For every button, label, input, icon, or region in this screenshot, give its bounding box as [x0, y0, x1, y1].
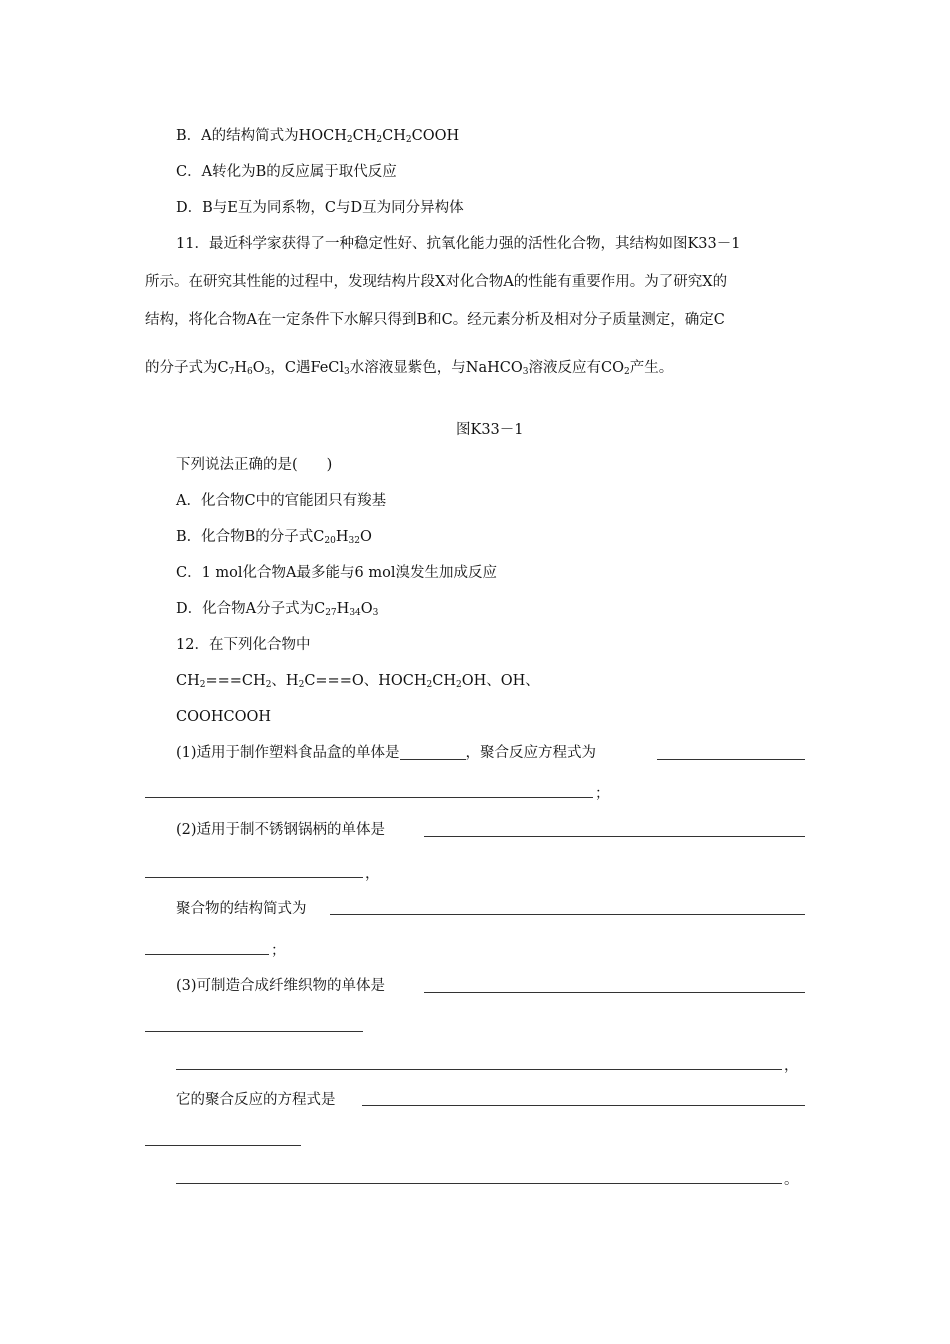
part-3-equation-end: 。 — [784, 1172, 799, 1188]
answer-line[interactable] — [362, 1105, 805, 1106]
answer-line[interactable] — [330, 914, 805, 915]
q11-option-b: B．化合物B的分子式$C_{20}H_{32}O$ — [176, 529, 372, 546]
q12-part-1: (1)适用于制作塑料食品盒的单体是 ，聚合反应方程式为 — [176, 745, 597, 761]
q11-stem: 下列说法正确的是( ) — [176, 457, 333, 473]
answer-line[interactable] — [145, 954, 269, 955]
answer-line[interactable] — [145, 797, 593, 798]
q10-option-d: D．B与E互为同系物，C与D互为同分异构体 — [176, 200, 464, 216]
answer-line[interactable] — [657, 759, 805, 760]
part-2-polymer-end: ； — [271, 943, 286, 959]
part-3-end: ， — [784, 1058, 799, 1074]
q11-line-1: 11．最近科学家获得了一种稳定性好、抗氧化能力强的活性化合物，其结构如图K33－1 — [176, 236, 741, 252]
q11-option-c: C．1 mol化合物A最多能与6 mol溴发生加成反应 — [176, 565, 497, 581]
part-2-end: ， — [365, 866, 380, 882]
q12-part-3: (3)可制造合成纤维织物的单体是 — [176, 978, 386, 994]
answer-line[interactable] — [424, 992, 805, 993]
q11-line-2: 所示。在研究其性能的过程中，发现结构片段X对化合物A的性能有重要作用。为了研究X的 — [145, 274, 728, 290]
answer-line[interactable] — [145, 1145, 301, 1146]
q12-compounds-line-2: COOHCOOH — [176, 709, 272, 725]
q12-part-2-polymer: 聚合物的结构简式为 — [176, 901, 307, 917]
q10-option-c: C．A转化为B的反应属于取代反应 — [176, 164, 397, 180]
answer-blank[interactable] — [400, 745, 466, 760]
q11-line-4: 的分子式为$C_7H_6O_3$，C遇FeCl$_3$水溶液显紫色，与NaHCO$_3$溶液反应有$CO_2$产生。 — [145, 360, 674, 377]
q11-option-a: A．化合物C中的官能团只有羧基 — [176, 493, 387, 509]
q12-title: 12．在下列化合物中 — [176, 637, 311, 653]
q11-line-3: 结构，将化合物A在一定条件下水解只得到B和C。经元素分析及相对分子质量测定，确定C — [145, 312, 725, 328]
answer-line[interactable] — [176, 1069, 782, 1070]
q12-part-3-equation: 它的聚合反应的方程式是 — [176, 1092, 336, 1108]
answer-line[interactable] — [176, 1183, 782, 1184]
answer-line[interactable] — [145, 1031, 363, 1032]
figure-caption: 图K33－1 — [456, 422, 524, 438]
q10-option-b: B．A的结构简式为$HOCH_2CH_2CH_2COOH$ — [176, 128, 460, 145]
q12-part-2: (2)适用于制不锈钢锅柄的单体是 — [176, 822, 386, 838]
answer-line[interactable] — [424, 836, 805, 837]
q12-compounds: $CH_2===CH_2$、$H_2C===O$、$HOCH_2CH_2OH$、OH、 — [176, 673, 540, 690]
answer-line[interactable] — [145, 877, 363, 878]
q11-option-d: D．化合物A分子式为$C_{27}H_{34}O_3$ — [176, 601, 379, 618]
part-1-end: ； — [595, 786, 610, 802]
